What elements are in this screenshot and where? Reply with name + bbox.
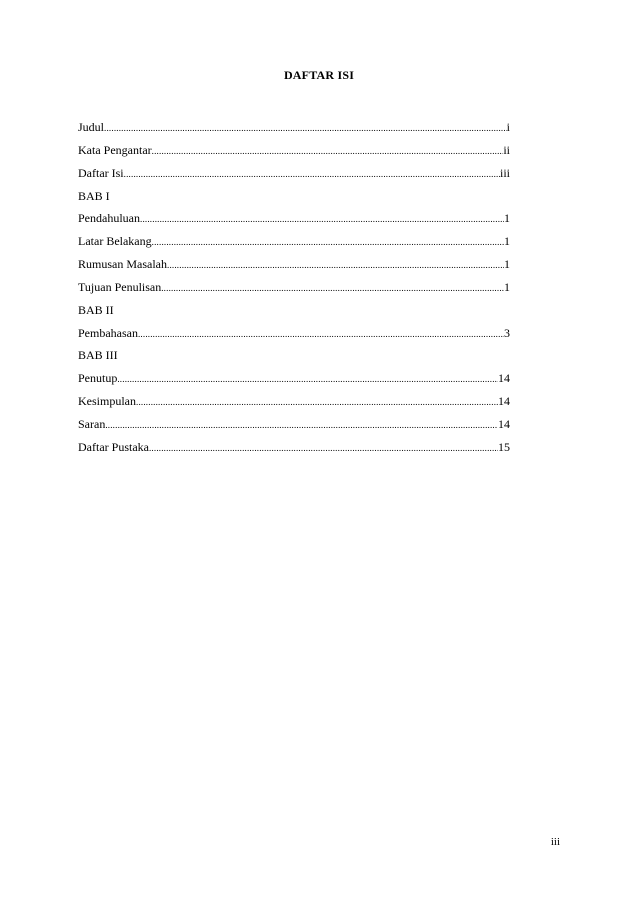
toc-entry-page: 1	[504, 211, 510, 226]
toc-entry-label: Kesimpulan	[78, 394, 136, 409]
toc-entry-page: iii	[499, 165, 510, 180]
toc-leader-dots	[140, 208, 504, 231]
toc-entry-label: Judul	[78, 120, 105, 134]
toc-entry-page: i	[506, 120, 510, 134]
toc-entry-label: Saran	[78, 416, 106, 431]
toc-entry-kata-pengantar	[78, 139, 510, 162]
toc-leader-dots	[152, 140, 504, 163]
toc-entry-label: Pembahasan	[78, 325, 138, 340]
toc-entry-label: Latar Belakang	[78, 234, 152, 249]
toc-entry-saran	[78, 413, 510, 436]
toc-chapter-heading-bab-i: BAB I	[78, 188, 110, 203]
toc-entry-page: 14	[498, 371, 510, 386]
toc-entry-label: Rumusan Masalah	[78, 257, 167, 272]
toc-entry-page: ii	[503, 142, 510, 157]
toc-entry-page: 1	[504, 279, 510, 294]
toc-entry-label: Daftar Isi	[78, 165, 124, 180]
toc-leader-dots	[104, 117, 507, 140]
toc-entry-pendahuluan	[78, 207, 510, 230]
toc-leader-dots	[136, 391, 498, 414]
toc-entry-daftar-isi	[78, 162, 510, 185]
toc-entry-rumusan-masalah	[78, 253, 510, 276]
toc-entry-tujuan-penulisan	[78, 276, 510, 299]
toc-leader-dots	[105, 414, 498, 437]
toc-leader-dots	[138, 323, 504, 346]
toc-entry-page: 14	[498, 416, 510, 431]
toc-entry-page: 15	[498, 439, 510, 454]
page-number: iii	[550, 836, 560, 848]
toc-entry-pembahasan	[78, 322, 510, 345]
toc-entry-kesimpulan	[78, 390, 510, 413]
toc-entry-penutup	[78, 367, 510, 390]
toc-entry-label: Tujuan Penulisan	[78, 279, 162, 294]
toc-entry-page: 1	[504, 234, 510, 249]
toc-leader-dots	[152, 231, 504, 254]
table-of-contents	[78, 116, 510, 459]
toc-entry-page: 1	[504, 257, 510, 272]
toc-entry-label: Pendahuluan	[78, 211, 140, 226]
toc-leader-dots	[117, 368, 498, 391]
toc-entry-label: Kata Pengantar	[78, 142, 152, 157]
toc-entry-latar-belakang	[78, 230, 510, 253]
toc-leader-dots	[124, 163, 500, 186]
toc-entry-page: 14	[498, 394, 510, 409]
toc-chapter-heading-bab-iii: BAB III	[78, 348, 118, 363]
toc-leader-dots	[167, 254, 504, 277]
toc-leader-dots	[149, 437, 498, 460]
page-title: DAFTAR ISI	[283, 68, 355, 82]
toc-entry-label: Daftar Pustaka	[78, 439, 149, 454]
toc-entry-label: Penutup	[78, 371, 118, 386]
toc-leader-dots	[161, 277, 504, 300]
toc-entry-daftar-pustaka	[78, 436, 510, 459]
toc-chapter-heading-bab-ii: BAB II	[78, 302, 114, 317]
toc-entry-judul	[78, 116, 510, 139]
toc-entry-page: 3	[504, 325, 510, 340]
